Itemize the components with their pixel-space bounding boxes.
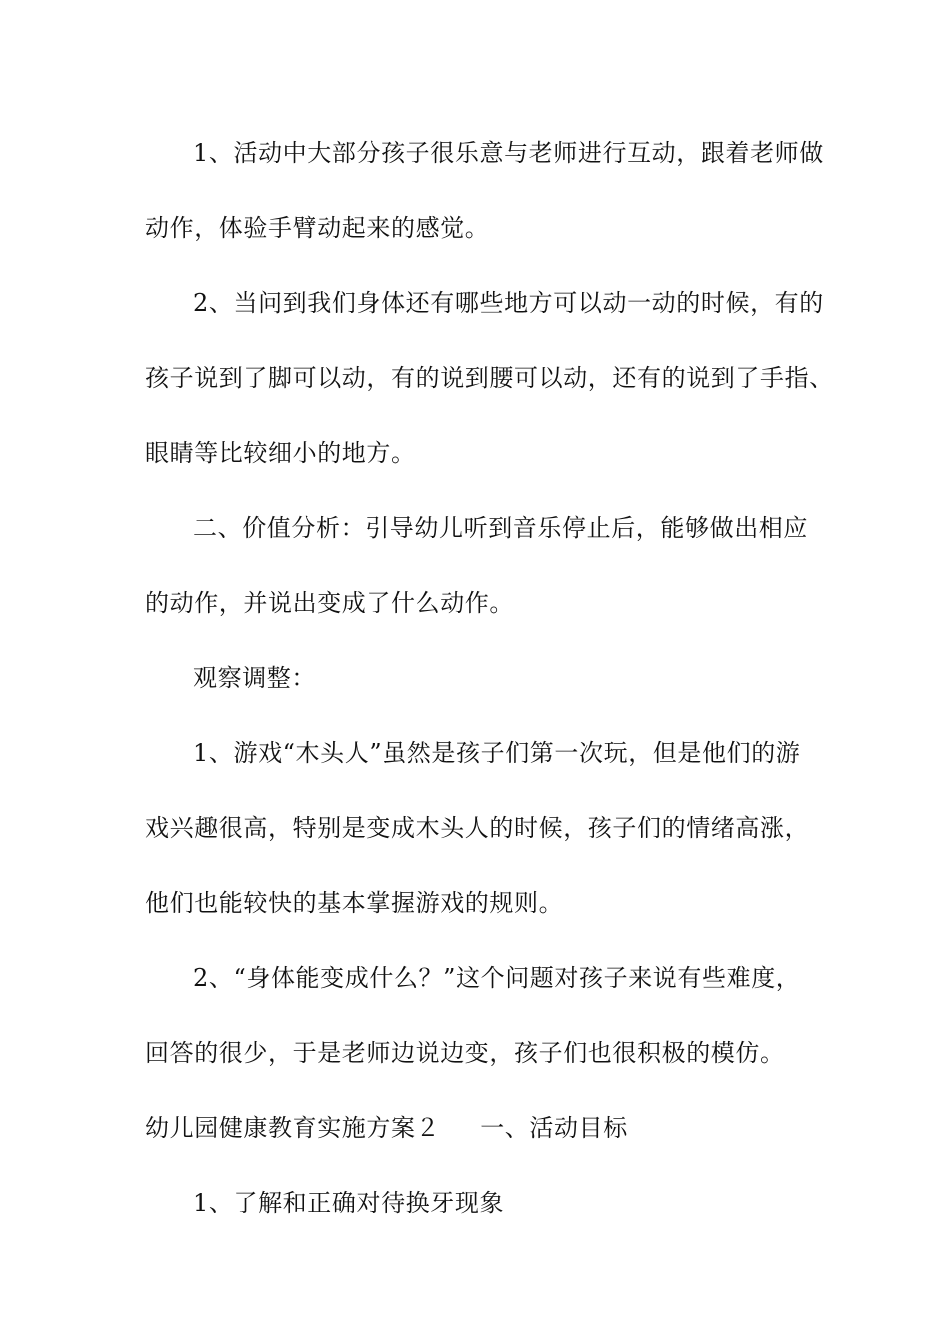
- paragraph-line: 1、游戏“木头人”虽然是孩子们第一次玩，但是他们的游: [193, 739, 801, 767]
- paragraph-line: 回答的很少，于是老师边说边变，孩子们也很积极的模仿。: [145, 1039, 785, 1067]
- paragraph-line: 戏兴趣很高，特别是变成木头人的时候，孩子们的情绪高涨，: [145, 814, 810, 842]
- paragraph-line: 2、当问到我们身体还有哪些地方可以动一动的时候，有的: [193, 289, 824, 317]
- paragraph-line: 的动作，并说出变成了什么动作。: [145, 589, 514, 617]
- section-title: 幼儿园健康教育实施方案２: [145, 1114, 441, 1142]
- goal-item: 1、了解和正确对待换牙现象: [193, 1189, 505, 1217]
- paragraph-line: 1、活动中大部分孩子很乐意与老师进行互动，跟着老师做: [193, 139, 824, 167]
- paragraph-line: 二、价值分析：引导幼儿听到音乐停止后，能够做出相应: [193, 514, 808, 542]
- paragraph-line: 他们也能较快的基本掌握游戏的规则。: [145, 889, 564, 917]
- paragraph-line: 孩子说到了脚可以动，有的说到腰可以动，还有的说到了手指、: [145, 364, 834, 392]
- section-title-line: [145, 1113, 628, 1143]
- paragraph-line: 眼睛等比较细小的地方。: [145, 439, 416, 467]
- section-heading: 一、活动目标: [480, 1114, 628, 1142]
- paragraph-line: 动作，体验手臂动起来的感觉。: [145, 214, 490, 242]
- paragraph-line: 观察调整：: [193, 664, 316, 692]
- paragraph-line: 2、“身体能变成什么？”这个问题对孩子来说有些难度，: [193, 964, 801, 992]
